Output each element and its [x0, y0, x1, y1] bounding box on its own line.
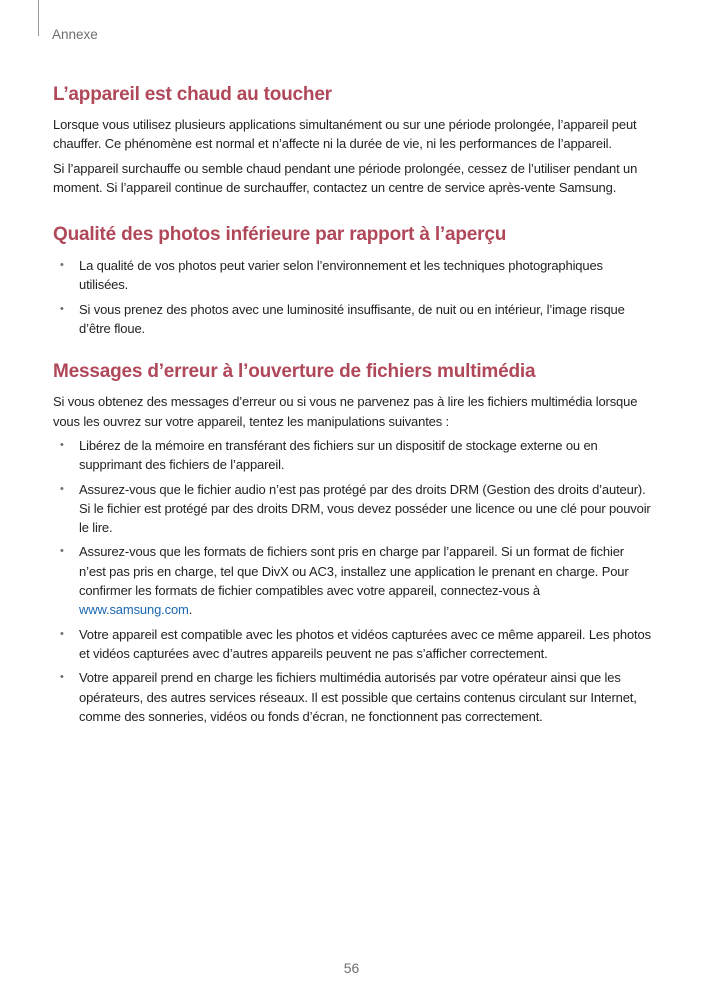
list-item: • Si vous prenez des photos avec une luminosité insuffisante, de nuit ou en intérieur, l’image risque d’être floue.: [60, 301, 625, 337]
bullet-icon: •: [60, 671, 64, 684]
list-item: • Assurez-vous que les formats de fichiers sont pris en charge par l’appareil. Si un format de fichier n’est pas pris en charge, tel que DivX ou AC3, installez une application le prenant en charge. Pour confirmer les formats de fichier compatibles avec votre appareil, connectez-vous à www.samsung.com.: [60, 544, 629, 618]
header-rule: [38, 0, 39, 36]
bullet-list: [53, 436, 653, 726]
section-title: Messages d’erreur à l’ouverture de fichiers multimédia: [53, 361, 536, 383]
bullet-icon: •: [60, 438, 64, 451]
page-content: [53, 82, 653, 731]
section-photo-quality: [53, 222, 653, 338]
section-device-hot: [53, 82, 653, 197]
bullet-icon: •: [60, 259, 64, 272]
list-item: • Libérez de la mémoire en transférant des fichiers sur un dispositif de stockage externe ou en supprimant des fichiers de l’appareil.: [60, 437, 598, 473]
paragraph: Si l’appareil surchauffe ou semble chaud pendant une période prolongée, cessez de l’utiliser pendant un moment. Si l’appareil continue de surchauffer, contactez un centre de service après-vente Samsung.: [53, 160, 638, 195]
samsung-website-link[interactable]: www.samsung.com: [79, 602, 189, 618]
list-item: • Votre appareil est compatible avec les photos et vidéos capturées avec ce même appareil. Les photos et vidéos capturées avec d’autres appareils peuvent ne pas s’afficher correctement.: [60, 626, 651, 661]
list-item: • La qualité de vos photos peut varier selon l’environnement et les techniques photographiques utilisées.: [60, 258, 603, 293]
bullet-list: [53, 256, 653, 338]
section-title: Qualité des photos inférieure par rapport à l’aperçu: [53, 224, 507, 246]
paragraph: Lorsque vous utilisez plusieurs applications simultanément ou sur une période prolongée, l’appareil peut chauffer. Ce phénomène est normal et n’affecte ni la durée de vie, ni les performances de l’appareil.: [53, 117, 637, 152]
section-media-errors: [53, 359, 653, 726]
paragraph: Si vous obtenez des messages d’erreur ou si vous ne parvenez pas à lire les fichiers multimédia lorsque vous les ouvrez sur votre appareil, tentez les manipulations suivantes :: [53, 394, 638, 429]
bullet-icon: •: [60, 482, 64, 495]
list-item: • Assurez-vous que le fichier audio n’est pas protégé par des droits DRM (Gestion des droits d’auteur). Si le fichier est protégé par des droits DRM, vous devez posséder une licence ou une clé pour pouvoir le lire.: [60, 481, 651, 536]
section-title: L’appareil est chaud au toucher: [53, 84, 332, 105]
bullet-icon: •: [60, 302, 64, 315]
bullet-icon: •: [60, 627, 64, 640]
list-item: • Votre appareil prend en charge les fichiers multimédia autorisés par votre opérateur ainsi que les opérateurs, des autres services réseaux. Il est possible que certains contenus circulant sur Internet, comme des sonneries, vidéos ou fonds d’écran, ne fonctionnent pas correctement.: [60, 670, 637, 724]
page-number: 56: [343, 960, 360, 976]
header-label: Annexe: [52, 27, 98, 42]
bullet-icon: •: [60, 545, 64, 558]
